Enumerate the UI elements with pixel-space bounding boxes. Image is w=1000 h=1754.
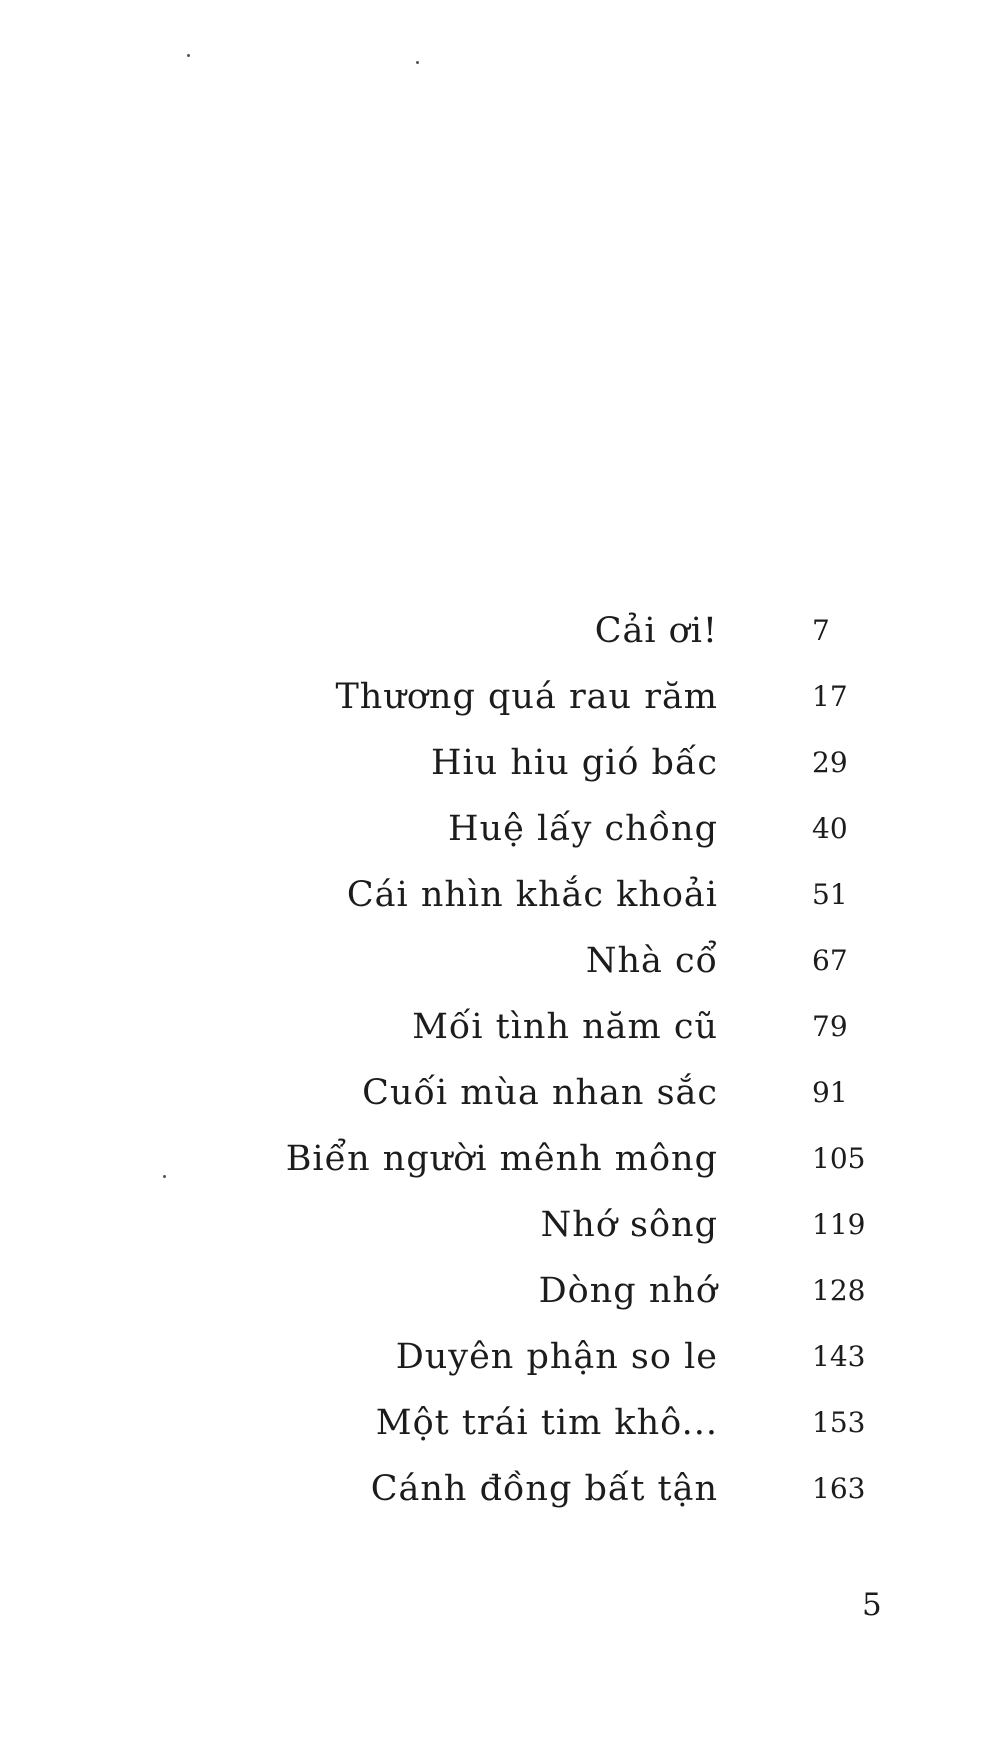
toc-entry[interactable]	[0, 796, 1000, 862]
toc-entry[interactable]	[0, 1192, 1000, 1258]
toc-entry-page: 7	[812, 614, 830, 647]
table-of-contents	[0, 598, 1000, 1522]
toc-entry-title: Thương quá rau răm	[335, 677, 718, 717]
toc-entry[interactable]	[0, 1060, 1000, 1126]
toc-entry-page: 67	[812, 944, 848, 977]
toc-entry-page: 128	[812, 1274, 866, 1307]
toc-entry-title: Nhớ sông	[540, 1205, 718, 1245]
toc-entry-title: Mối tình năm cũ	[412, 1007, 718, 1047]
toc-entry-title: Biển người mênh mông	[285, 1139, 718, 1179]
toc-entry[interactable]	[0, 1456, 1000, 1522]
toc-entry-title: Một trái tim khô...	[375, 1403, 718, 1443]
toc-entry-title: Dòng nhớ	[538, 1271, 718, 1311]
toc-entry-page: 29	[812, 746, 848, 779]
toc-entry[interactable]	[0, 664, 1000, 730]
toc-entry[interactable]	[0, 994, 1000, 1060]
toc-entry-title: Cuối mùa nhan sắc	[362, 1073, 718, 1113]
toc-entry-page: 143	[812, 1340, 866, 1373]
toc-entry-page: 79	[812, 1010, 848, 1043]
toc-entry-page: 105	[812, 1142, 866, 1175]
toc-entry-title: Cái nhìn khắc khoải	[346, 875, 718, 915]
toc-entry[interactable]	[0, 1126, 1000, 1192]
toc-entry-page: 153	[812, 1406, 866, 1439]
scan-speck	[416, 61, 419, 64]
toc-entry[interactable]	[0, 598, 1000, 664]
toc-entry-title: Cải ơi!	[594, 611, 718, 651]
toc-entry-title: Cánh đồng bất tận	[370, 1469, 718, 1509]
toc-entry-page: 163	[812, 1472, 866, 1505]
toc-entry-title: Nhà cổ	[585, 941, 718, 981]
toc-entry[interactable]	[0, 730, 1000, 796]
scan-speck	[187, 54, 190, 57]
toc-entry[interactable]	[0, 862, 1000, 928]
toc-entry-page: 40	[812, 812, 848, 845]
toc-entry-page: 17	[812, 680, 848, 713]
page-number: 5	[862, 1587, 882, 1623]
toc-entry-page: 91	[812, 1076, 848, 1109]
toc-entry-page: 51	[812, 878, 848, 911]
toc-entry[interactable]	[0, 928, 1000, 994]
toc-entry[interactable]	[0, 1258, 1000, 1324]
toc-entry[interactable]	[0, 1390, 1000, 1456]
toc-entry-page: 119	[812, 1208, 866, 1241]
toc-entry-title: Hiu hiu gió bấc	[430, 743, 718, 783]
toc-entry-title: Huệ lấy chồng	[448, 809, 718, 849]
toc-entry-title: Duyên phận so le	[395, 1337, 718, 1377]
toc-entry[interactable]	[0, 1324, 1000, 1390]
